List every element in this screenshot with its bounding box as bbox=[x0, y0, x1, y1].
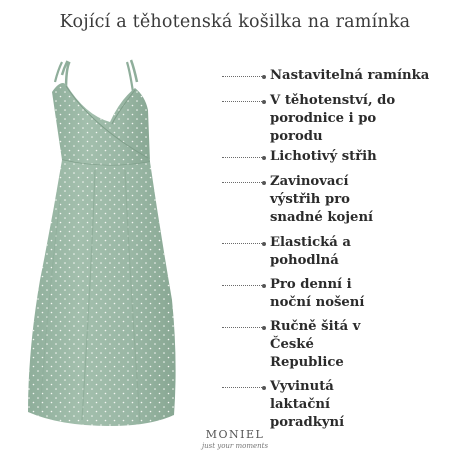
leader-line bbox=[222, 76, 264, 77]
feature-label: Zavinovací výstřih pro snadné kojení bbox=[270, 174, 374, 226]
brand-name: MONIEL bbox=[205, 428, 265, 441]
leader-line bbox=[222, 327, 264, 328]
leader-line bbox=[222, 101, 264, 102]
leader-line bbox=[222, 243, 264, 244]
leader-line bbox=[222, 387, 264, 388]
leader-line bbox=[222, 285, 264, 286]
leader-line bbox=[222, 182, 264, 183]
feature-label: Vyvinutá laktační poradkyní bbox=[270, 379, 345, 431]
feature-label: Pro denní i noční nošení bbox=[270, 277, 365, 311]
feature-label: Ručně šitá v České Republice bbox=[270, 319, 361, 371]
feature-label: V těhotenství, do porodnice i po porodu bbox=[270, 93, 396, 145]
feature-label: Nastavitelná ramínka bbox=[270, 68, 430, 83]
leader-line bbox=[222, 157, 264, 158]
brand-tagline: just your moments bbox=[201, 442, 269, 450]
page-title: Kojící a těhotenská košilka na ramínka bbox=[59, 12, 411, 32]
brand-logo bbox=[0, 428, 470, 450]
feature-label: Elastická a pohodlná bbox=[270, 235, 351, 269]
feature-label: Lichotivý střih bbox=[270, 149, 377, 164]
